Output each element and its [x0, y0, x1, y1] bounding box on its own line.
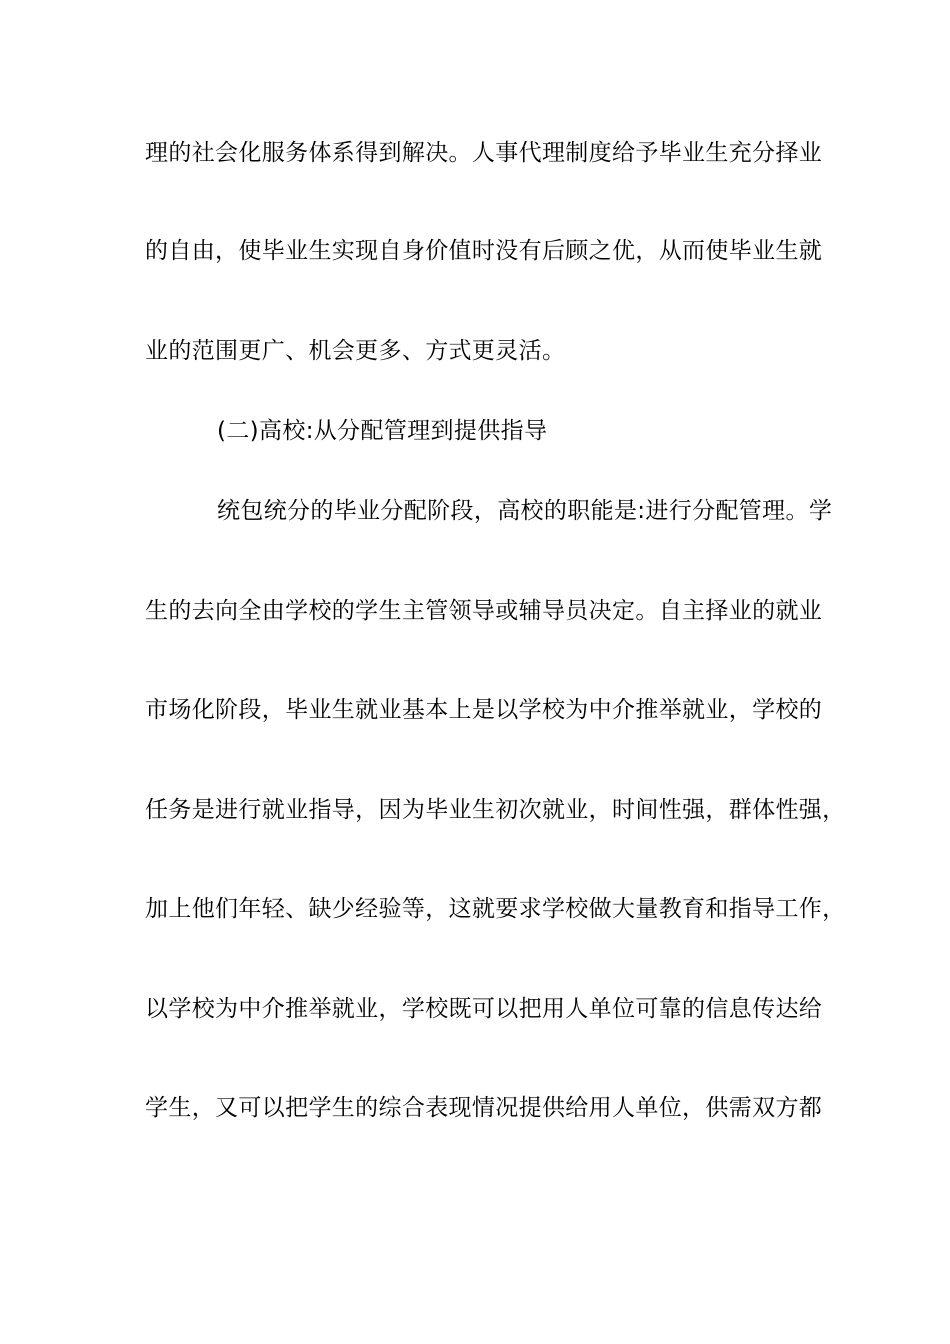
section-heading: (二)高校:从分配管理到提供指导: [217, 418, 548, 444]
body-text-line-4: 统包统分的毕业分配阶段，高校的职能是:进行分配管理。学: [217, 498, 833, 524]
body-text-line-6: 市场化阶段，毕业生就业基本上是以学校为中介推举就业，学校的: [145, 697, 823, 723]
body-text-line-10: 学生，又可以把学生的综合表现情况提供给用人单位，供需双方都: [145, 1095, 823, 1121]
body-text-line-8: 加上他们年轻、缺少经验等，这就要求学校做大量教育和指导工作，: [145, 896, 846, 922]
body-text-line-3: 业的范围更广、机会更多、方式更灵活。: [145, 338, 566, 364]
body-text-line-7: 任务是进行就业指导，因为毕业生初次就业，时间性强，群体性强，: [145, 797, 846, 823]
body-text-line-9: 以学校为中介推举就业，学校既可以把用人单位可靠的信息传达给: [145, 996, 823, 1022]
body-text-line-5: 生的去向全由学校的学生主管领导或辅导员决定。自主择业的就业: [145, 598, 823, 624]
body-text-line-2: 的自由，使毕业生实现自身价值时没有后顾之优，从而使毕业生就: [145, 238, 823, 264]
body-text-line-1: 理的社会化服务体系得到解决。人事代理制度给予毕业生充分择业: [145, 140, 823, 166]
